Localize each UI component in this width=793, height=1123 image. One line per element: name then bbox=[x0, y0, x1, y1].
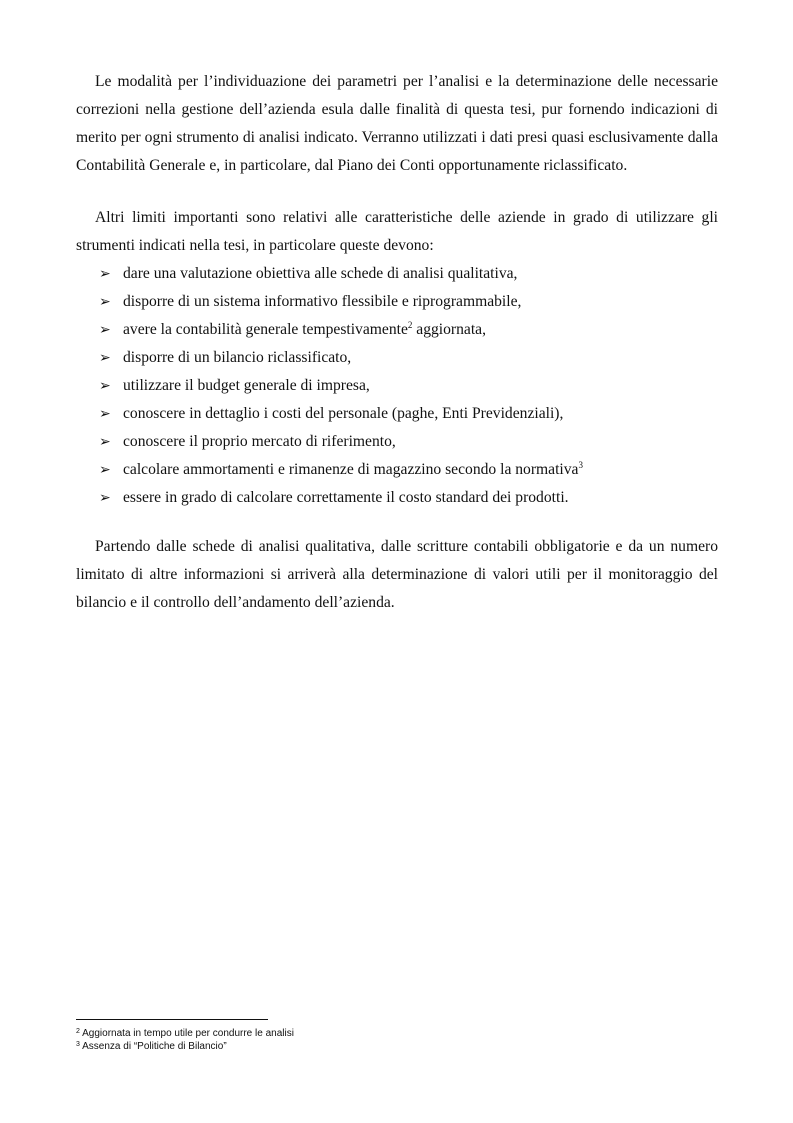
list-item: ➢ conoscere in dettaglio i costi del personale (paghe, Enti Previdenziali), bbox=[76, 400, 718, 428]
paragraph-limiti: Altri limiti importanti sono relativi alle caratteristiche delle aziende in grado di utilizzare gli strumenti indicati nella tesi, in particolare queste devono: bbox=[76, 209, 718, 254]
paragraph-partendo: Partendo dalle schede di analisi qualitativa, dalle scritture contabili obbligatorie e da un numero limitato di altre informazioni si arriverà alla determinazione di valori utili per il monitoraggio del bilancio e il controllo dell’andamento dell’azienda. bbox=[76, 538, 718, 611]
arrowhead-bullet-icon: ➢ bbox=[99, 406, 111, 422]
footnotes bbox=[76, 1019, 476, 1052]
paragraph-modalita: Le modalità per l’individuazione dei parametri per l’analisi e la determinazione delle necessarie correzioni nella gestione dell’azienda esula dalle finalità di questa tesi, pur fornendo indicazioni di merito per ogni strumento di analisi indicato. Verranno utilizzati i dati presi quasi esclusivamente dalla Contabilità Generale e, in particolare, dal Piano dei Conti opportunamente riclassificato. bbox=[76, 73, 718, 174]
document-body bbox=[76, 68, 718, 617]
list-item: ➢ essere in grado di calcolare correttamente il costo standard dei prodotti. bbox=[76, 484, 718, 512]
arrowhead-bullet-icon: ➢ bbox=[99, 490, 111, 506]
list-item: ➢ utilizzare il budget generale di impresa, bbox=[76, 372, 718, 400]
arrowhead-bullet-icon: ➢ bbox=[99, 350, 111, 366]
arrowhead-bullet-icon: ➢ bbox=[99, 462, 111, 478]
footnote: $^3$ Assenza di “Politiche di Bilancio” bbox=[76, 1041, 227, 1052]
footnote-ref: 2 bbox=[407, 320, 413, 330]
arrowhead-bullet-icon: ➢ bbox=[99, 322, 111, 338]
arrowhead-bullet-icon: ➢ bbox=[99, 294, 111, 310]
arrowhead-bullet-icon: ➢ bbox=[99, 434, 111, 450]
list-item: ➢ disporre di un sistema informativo flessibile e riprogrammabile, bbox=[76, 288, 718, 316]
footnote-ref: 3 bbox=[578, 460, 583, 470]
arrowhead-bullet-icon: ➢ bbox=[99, 266, 111, 282]
list-item: ➢ calcolare ammortamenti e rimanenze di magazzino secondo la normativa$^3$ bbox=[76, 456, 718, 484]
list-item: ➢ conoscere il proprio mercato di riferimento, bbox=[76, 428, 718, 456]
list-item: ➢ avere la contabilità generale tempestivamente$^2$ aggiornata, bbox=[76, 316, 718, 344]
footnote: $^2$ Aggiornata in tempo utile per condurre le analisi bbox=[76, 1028, 294, 1039]
requirements-list bbox=[76, 260, 718, 512]
list-item: ➢ dare una valutazione obiettiva alle schede di analisi qualitativa, bbox=[76, 260, 718, 288]
list-item: ➢ disporre di un bilancio riclassificato, bbox=[76, 344, 718, 372]
footnote-separator bbox=[76, 1019, 268, 1020]
arrowhead-bullet-icon: ➢ bbox=[99, 378, 111, 394]
